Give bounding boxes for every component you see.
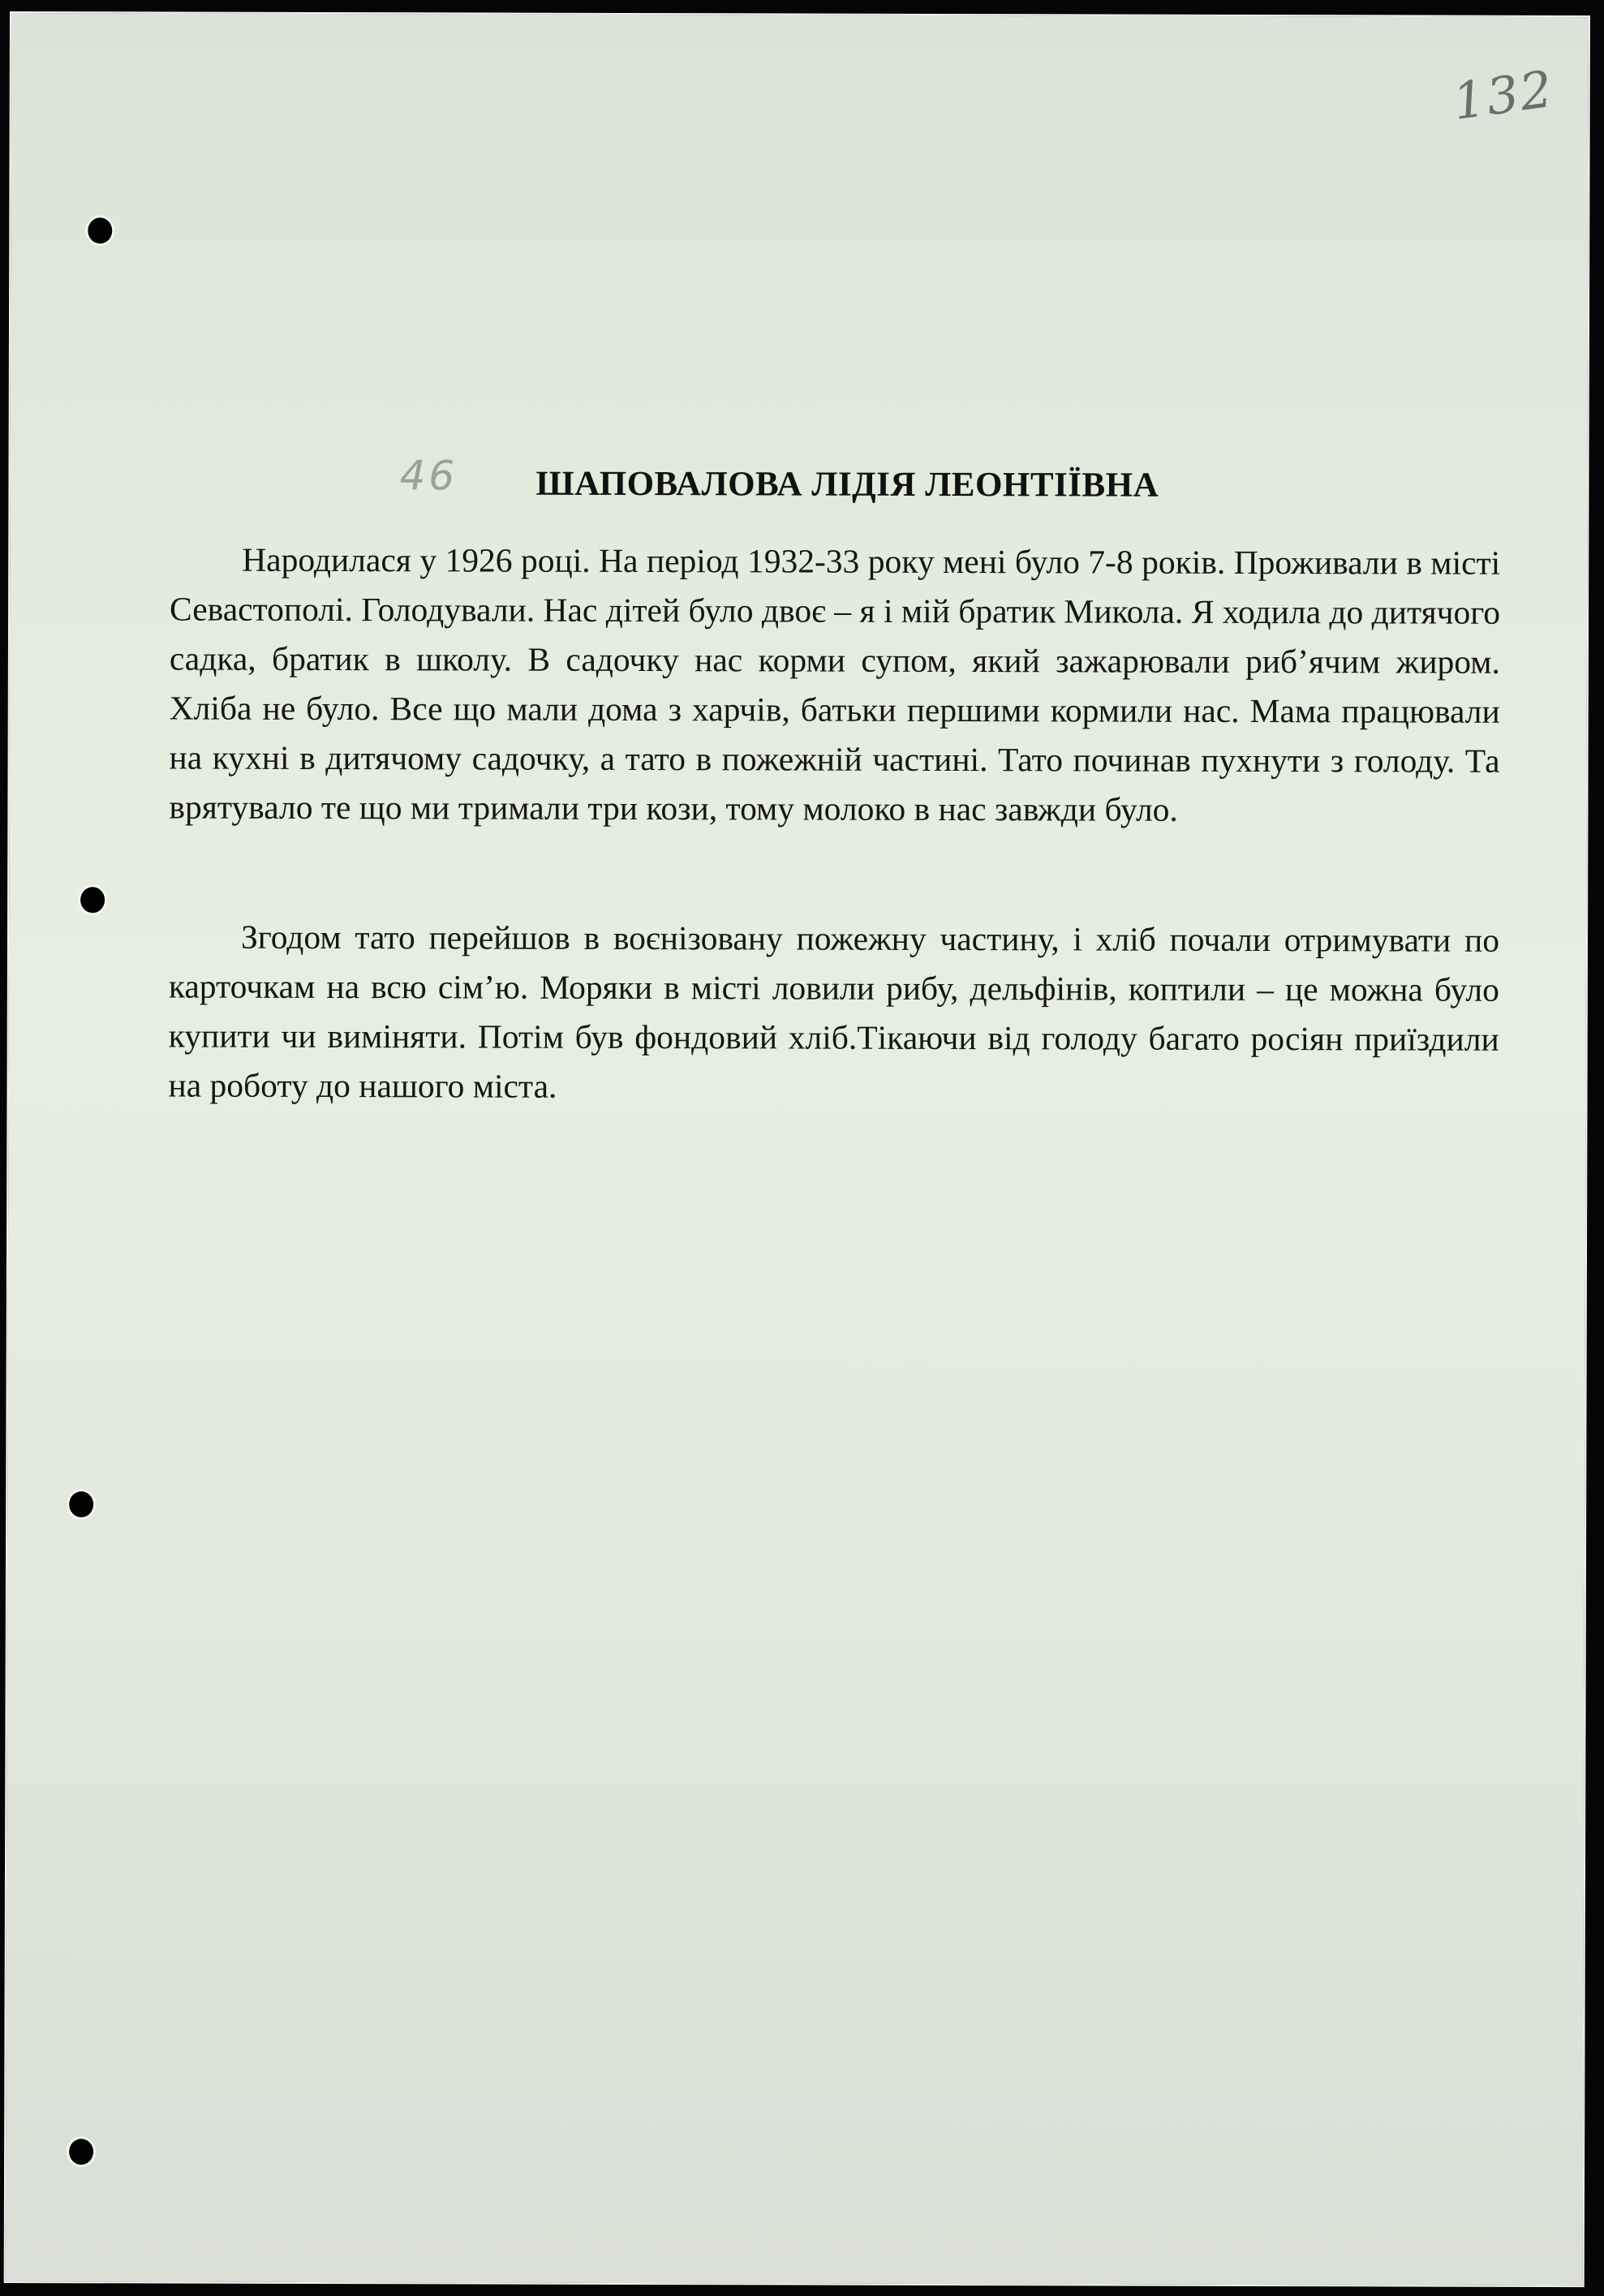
handwritten-entry-number: 46 [399, 452, 458, 500]
punch-hole [69, 2139, 93, 2165]
handwritten-page-number: 132 [1449, 58, 1558, 131]
paragraph-2: Згодом тато перейшов в воєнізовану пожежну частину, і хліб почали отримувати по карточкам на всю сім’ю. Моряки в місті ловили рибу, дельфінів, коптили – це можна було купити чи виміняти. Потім був фондовий хліб.Тікаючи від голоду багато росіян приїздили на роботу до нашого міста. [168, 918, 1500, 1105]
document-page [4, 11, 1590, 2287]
punch-hole [80, 887, 105, 913]
punch-hole [69, 1491, 93, 1517]
paragraph-1: Народилася у 1926 році. На період 1932-33 року мені було 7-8 років. Проживали в місті Севастополі. Голодували. Нас дітей було двоє – я і мій братик Микола. Я ходила до дитячого садка, братик в школу. В садочку нас корми супом, який зажарювали риб’ячим жиром. Хліба не було. Все що мали дома з харчів, батьки першими кормили нас. Мама працювали на кухні в дитячому садочку, а тато в пожежній частині. Тато починав пухнути з голоду. Та врятувало те що ми тримали три кози, тому молоко в нас завжди було. [169, 540, 1501, 828]
document-title: ШАПОВАЛОВА ЛІДІЯ ЛЕОНТІЇВНА [535, 464, 1159, 505]
punch-hole [88, 217, 112, 243]
